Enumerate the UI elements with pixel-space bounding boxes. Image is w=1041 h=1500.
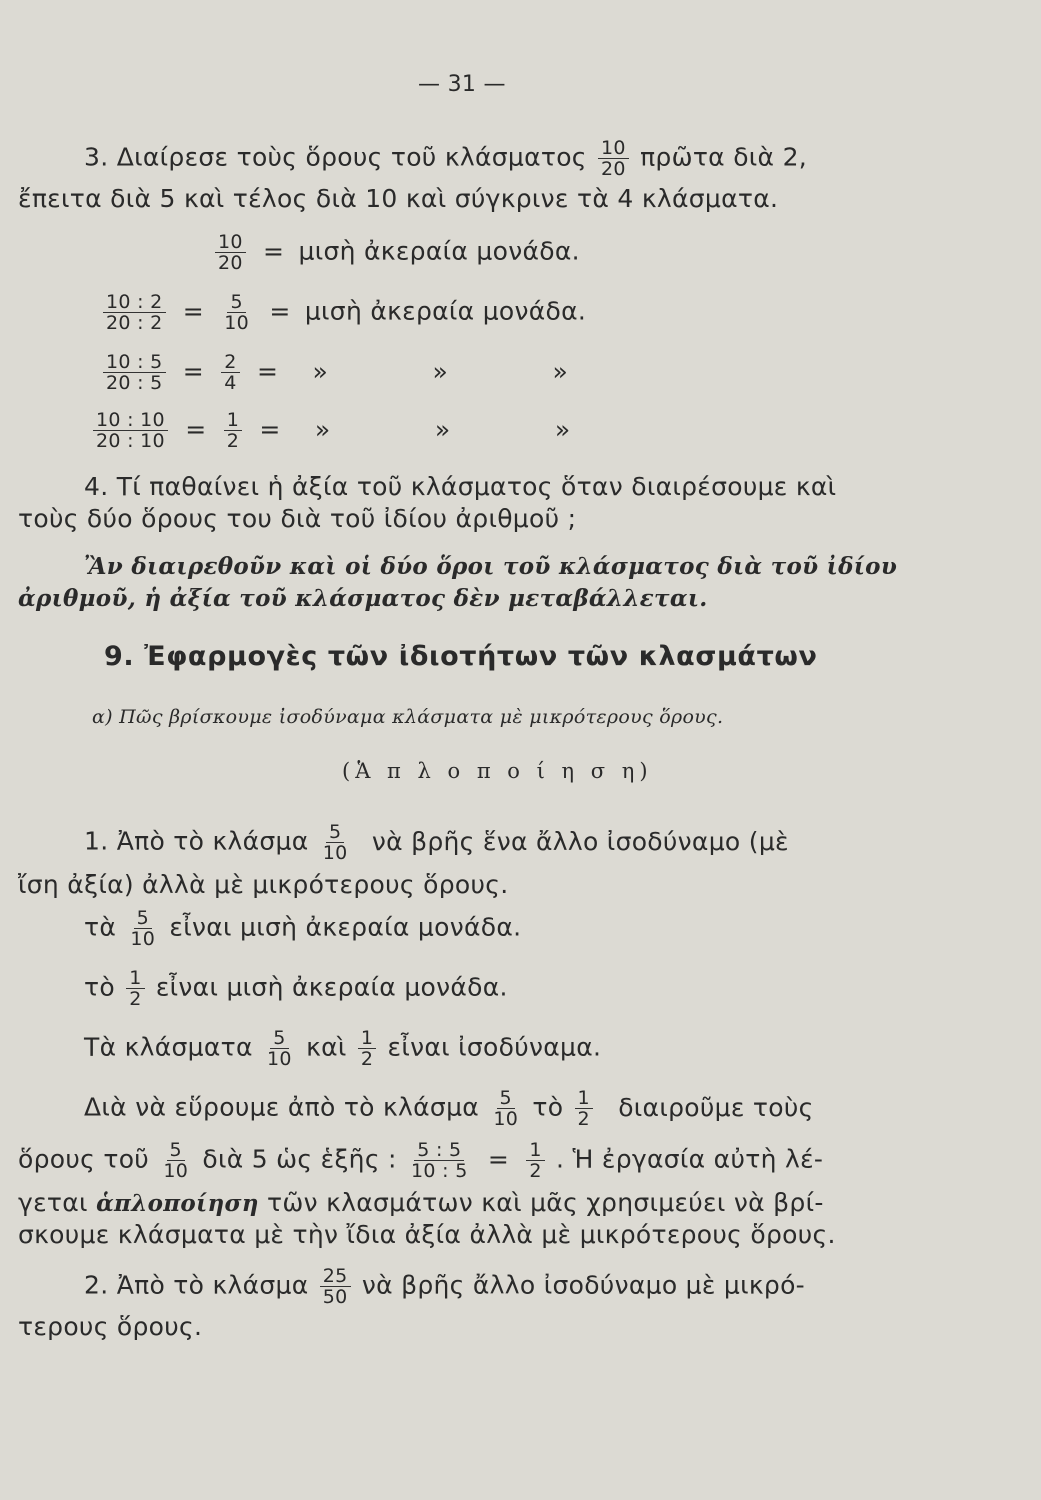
fraction: $\frac{5}{10}$ [163,1139,189,1182]
ex1-line7: ὅρους τοῦ $\frac{5}{10}$ διὰ 5 ὡς ἑξῆς : $\frac{5 : 5}{10 : 5}$ = $\frac{1}{2}$ . Ἡ ἐργασία αὐτὴ λέ- [18,1139,824,1182]
ex1-line2: ἴση ἀξία) ἀλλὰ μὲ μικρότερους ὅρους. [18,870,509,899]
fraction: $\frac{5}{10}$ [493,1087,519,1130]
fraction: $\frac{1}{2}$ [526,1140,544,1181]
fraction: $\frac{1}{2}$ [358,1028,376,1069]
ex1-line6: Διὰ νὰ εὕρουμε ἀπὸ τὸ κλάσμα $\frac{5}{10}$ τὸ $\frac{1}{2}$ διαιροῦμε τοὺς [84,1087,814,1130]
fraction: $\frac{5}{10}$ [224,291,250,334]
ex3-text: πρῶτα διὰ 2, [640,142,808,172]
ex3-row-1: $\frac{10}{20}$ = μισὴ ἀκεραία μονάδα. [212,232,580,273]
fraction: $\frac{5 : 5}{10 : 5}$ [411,1139,468,1182]
fraction: $\frac{5}{10}$ [267,1027,292,1070]
section-heading: 9. Ἐφαρμογὲς τῶν ἰδιοτήτων τῶν κλασμάτων [104,641,818,672]
ex3-line1 [84,138,807,179]
term-simplification: ἁπλοποίηση [96,1190,259,1217]
ex1-line3: τὰ $\frac{5}{10}$ εἶναι μισὴ ἀκεραία μονάδα. [84,907,522,950]
section-subheading: α) Πῶς βρίσκουμε ἰσοδύναμα κλάσματα μὲ μικρότερους ὅρους. [92,706,724,728]
ex4-rule-line1: Ἂν διαιρεθοῦν καὶ οἱ δύο ὅροι τοῦ κλάσματος διὰ τοῦ ἰδίου [84,553,898,580]
page-number: — 31 — [418,72,506,97]
ex4-line1: 4. Τί παθαίνει ἡ ἀξία τοῦ κλάσματος ὅταν διαιρέσουμε καὶ [84,472,837,501]
ex1-line9: σκουμε κλάσματα μὲ τὴν ἴδια ἀξία ἀλλὰ μὲ μικρότερους ὅρους. [18,1220,836,1249]
fraction: $\frac{10}{20}$ [215,232,246,273]
ex1-line1: 1. Ἀπὸ τὸ κλάσμα $\frac{5}{10}$ νὰ βρῆς ἕνα ἄλλο ἰσοδύναμο (μὲ [84,821,789,864]
fraction: $\frac{2}{4}$ [221,352,239,393]
fraction: $\frac{10 : 5}{20 : 5}$ [103,352,166,393]
ex1-line5: Τὰ κλάσματα $\frac{5}{10}$ καὶ $\frac{1}{2}$ εἶναι ἰσοδύναμα. [84,1027,602,1070]
ex3-row-4: $\frac{10 : 10}{20 : 10}$ = $\frac{1}{2}$ = » » » [90,410,675,451]
ex2-line2: τερους ὅρους. [18,1312,203,1341]
ex2-line1: 2. Ἀπὸ τὸ κλάσμα $\frac{25}{50}$ νὰ βρῆς ἄλλο ἰσοδύναμο μὲ μικρό- [84,1265,806,1308]
ex4-rule-line2: ἀριθμοῦ, ἡ ἀξία τοῦ κλάσματος δὲν μεταβάλλεται. [18,585,708,612]
fraction: $\frac{1}{2}$ [575,1088,593,1129]
ex3-line2: ἔπειτα διὰ 5 καὶ τέλος διὰ 10 καὶ σύγκρινε τὰ 4 κλάσματα. [18,184,779,213]
ex3-text: 3. Διαίρεσε τοὺς ὅρους τοῦ κλάσματος [84,142,587,172]
fraction: $\frac{10}{20}$ [598,138,629,179]
ex1-line8: γεται ἁπλοποίηση τῶν κλασμάτων καὶ μᾶς χρησιμεύει νὰ βρί- [18,1188,824,1217]
section-spaced-title: (Ἁ π λ ο π ο ί η σ η) [342,759,653,783]
ex3-row-3: $\frac{10 : 5}{20 : 5}$ = $\frac{2}{4}$ = » » » [100,352,672,393]
ex1-line4: τὸ $\frac{1}{2}$ εἶναι μισὴ ἀκεραία μονάδα. [84,967,508,1010]
fraction: $\frac{5}{10}$ [322,821,348,864]
fraction: $\frac{1}{2}$ [126,968,144,1009]
fraction: $\frac{1}{2}$ [224,410,242,451]
fraction: $\frac{25}{50}$ [320,1266,351,1307]
fraction: $\frac{5}{10}$ [130,907,156,950]
fraction: $\frac{10 : 10}{20 : 10}$ [93,410,168,451]
ex4-line2: τοὺς δύο ὅρους του διὰ τοῦ ἰδίου ἀριθμοῦ ; [18,504,577,533]
fraction: $\frac{10 : 2}{20 : 2}$ [103,292,166,333]
ex3-row-2: $\frac{10 : 2}{20 : 2}$ = $\frac{5}{10}$ = μισὴ ἀκεραία μονάδα. [100,292,586,333]
